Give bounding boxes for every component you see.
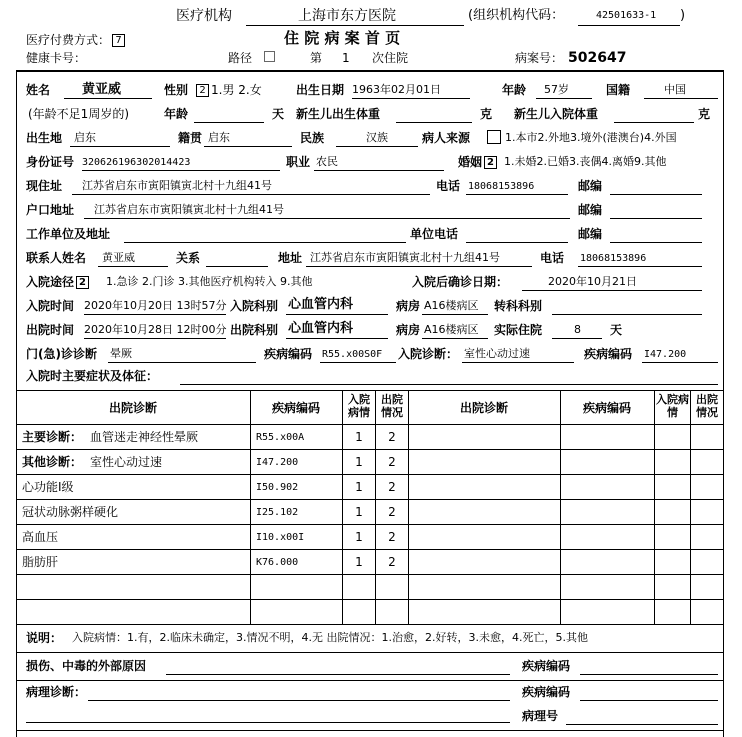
dob-value: 1963年02月01日 <box>352 83 441 96</box>
age-label: 年龄 <box>502 83 527 97</box>
infant-note: (年龄不足1周岁的) <box>28 107 129 121</box>
out-condition: 2 <box>388 455 396 469</box>
in-dept-value: 心血管内科 <box>288 297 354 312</box>
work-label: 工作单位及地址 <box>26 227 111 241</box>
diag-prefix: 其他诊断： <box>22 455 83 469</box>
injury-code-label: 疾病编码 <box>522 659 571 673</box>
diag-name: 心功能Ⅰ级 <box>22 480 74 494</box>
transfer-label: 转科科别 <box>494 299 543 313</box>
name-value: 黄亚威 <box>82 82 122 97</box>
in-condition: 1 <box>355 530 363 544</box>
source-options: 1.本市2.外地3.境外(港澳台)4.外国 <box>505 131 677 144</box>
work-phone-label: 单位电话 <box>410 227 459 241</box>
adm-diag-value: 室性心动过速 <box>464 347 530 360</box>
op-diag-value: 晕厥 <box>110 347 132 360</box>
diag-name: 冠状动脉粥样硬化 <box>22 505 119 519</box>
in-condition: 1 <box>355 480 363 494</box>
out-time-value: 2020年10月28日 12时00分 <box>84 323 227 336</box>
op-code-label: 疾病编码 <box>264 347 313 361</box>
infant-age-label: 年龄 <box>164 107 189 121</box>
gram-label-1: 克 <box>480 107 493 121</box>
out-condition: 2 <box>388 505 396 519</box>
th-out-cond-2: 出院情况 <box>696 393 718 419</box>
pathology-label: 病理诊断： <box>26 685 87 699</box>
diag-code: I50.902 <box>256 482 299 493</box>
pathology-code-label: 疾病编码 <box>522 685 571 699</box>
route-label: 入院途径 2 <box>26 274 91 290</box>
address-label: 现住址 <box>26 179 63 193</box>
case-no: 502647 <box>568 50 627 66</box>
relation-label: 关系 <box>176 251 201 265</box>
th-out-diag-1: 出院诊断 <box>108 401 157 415</box>
stay-value: 8 <box>574 323 581 336</box>
source-label: 病人来源 <box>422 131 471 145</box>
ward-label: 病房 <box>396 299 421 313</box>
in-condition: 1 <box>355 505 363 519</box>
ward2-value: A16楼病区 <box>424 323 479 336</box>
out-dept-value: 心血管内科 <box>288 321 354 336</box>
marital-label: 婚姻 2 <box>458 154 499 170</box>
table-row-line <box>16 474 724 475</box>
contact-value: 黄亚威 <box>102 251 135 264</box>
out-dept-label: 出院科别 <box>230 323 279 337</box>
table-row-line <box>16 549 724 550</box>
contact-label: 联系人姓名 <box>26 251 87 265</box>
sex-field: 2 1.男 2.女 <box>194 82 262 98</box>
ethnicity-value: 汉族 <box>366 131 388 144</box>
org-name: 上海市东方医院 <box>298 8 396 24</box>
adm-diag-label: 入院诊断： <box>398 347 459 361</box>
injury-label: 损伤、中毒的外部原因 <box>26 659 147 673</box>
note-text: 入院病情：1.有，2.临床未确定，3.情况不明，4.无 出院情况：1.治愈，2.好转，3.未愈，4.死亡，5.其他 <box>72 631 588 644</box>
hukou-value: 江苏省启东市寅阳镇寅北村十九组41号 <box>94 203 284 216</box>
native-label: 籍贯 <box>178 131 203 145</box>
diag-code: I47.200 <box>256 457 299 468</box>
in-time-label: 入院时间 <box>26 299 75 313</box>
health-card-label: 健康卡号： <box>26 51 87 65</box>
th-out-diag-2: 出院诊断 <box>459 401 508 415</box>
case-no-label: 病案号： <box>515 51 564 65</box>
infant-day-label: 天 <box>272 107 285 121</box>
visit-number: 1 <box>342 51 350 65</box>
out-condition: 2 <box>388 555 396 569</box>
diag-name: 室性心动过速 <box>90 455 163 469</box>
op-code-value: R55.x00S0F <box>322 349 383 360</box>
out-condition: 2 <box>388 530 396 544</box>
table-row-line <box>16 499 724 500</box>
sex-label: 性别 <box>164 83 189 97</box>
visit-ci: 次住院 <box>372 51 409 65</box>
in-condition: 1 <box>355 430 363 444</box>
stay-label: 实际住院 <box>494 323 543 337</box>
contact-phone-value: 18068153896 <box>580 253 647 264</box>
zip2-label: 邮编 <box>578 203 603 217</box>
diag-code: K76.000 <box>256 557 299 568</box>
th-code-2: 疾病编码 <box>582 401 631 415</box>
table-row-line <box>16 599 724 600</box>
out-condition: 2 <box>388 430 396 444</box>
table-row-line <box>16 424 724 425</box>
org-label: 医疗机构 <box>176 8 232 24</box>
age-value: 57岁 <box>544 83 569 96</box>
ward2-label: 病房 <box>396 323 421 337</box>
ward-value: A16楼病区 <box>424 299 479 312</box>
th-in-cond-2: 入院病情 <box>656 393 689 419</box>
hukou-label: 户口地址 <box>26 203 75 217</box>
occupation-label: 职业 <box>286 155 311 169</box>
table-row-line <box>16 524 724 525</box>
route-options: 1.急诊 2.门诊 3.其他医疗机构转入 9.其他 <box>106 275 313 288</box>
diag-prefix: 主要诊断： <box>22 430 83 444</box>
ethnicity-label: 民族 <box>300 131 325 145</box>
path-label: 路径 <box>228 51 253 65</box>
table-row-line <box>16 574 724 575</box>
diag-code: R55.x00A <box>256 432 305 443</box>
th-code-1: 疾病编码 <box>271 401 320 415</box>
adm-code-label: 疾病编码 <box>584 347 633 361</box>
gram-label-2: 克 <box>698 107 711 121</box>
nationality-label: 国籍 <box>606 83 631 97</box>
birth-weight-label: 新生儿出生体重 <box>296 107 381 121</box>
pathology-no-label: 病理号 <box>522 709 559 723</box>
id-label: 身份证号 <box>26 155 75 169</box>
org-code-label: (组织机构代码： <box>468 8 565 23</box>
dob-label: 出生日期 <box>296 83 345 97</box>
contact-addr-value: 江苏省启东市寅阳镇寅北村十九组41号 <box>310 251 500 264</box>
in-condition: 1 <box>355 455 363 469</box>
note-label: 说明： <box>26 631 63 645</box>
stay-unit: 天 <box>610 323 623 337</box>
path-checkbox[interactable] <box>264 51 275 62</box>
source-checkbox[interactable] <box>487 130 501 144</box>
nationality-value: 中国 <box>664 83 686 96</box>
diag-name: 高血压 <box>22 530 59 544</box>
in-time-value: 2020年10月20日 13时57分 <box>84 299 227 312</box>
visit-di: 第 <box>310 51 323 65</box>
contact-phone-label: 电话 <box>540 251 565 265</box>
marital-options: 1.未婚2.已婚3.丧偶4.离婚9.其他 <box>504 155 667 168</box>
adm-code-value: I47.200 <box>644 349 687 360</box>
zip-label: 邮编 <box>578 179 603 193</box>
in-condition: 1 <box>355 555 363 569</box>
symptom-label: 入院时主要症状及体征： <box>26 369 159 383</box>
org-code-close: ) <box>680 8 686 23</box>
zip3-label: 邮编 <box>578 227 603 241</box>
confirm-label: 入院后确诊日期： <box>412 275 509 289</box>
id-value: 320626196302014423 <box>82 157 191 168</box>
contact-addr-label: 地址 <box>278 251 303 265</box>
in-dept-label: 入院科别 <box>230 299 279 313</box>
org-code: 42501633-1 <box>596 10 657 21</box>
birthplace-label: 出生地 <box>26 131 63 145</box>
out-time-label: 出院时间 <box>26 323 75 337</box>
diag-name: 脂肪肝 <box>22 555 59 569</box>
name-label: 姓名 <box>26 83 51 97</box>
op-diag-label: 门(急)诊诊断 <box>26 347 97 361</box>
native-value: 启东 <box>208 131 230 144</box>
phone-label: 电话 <box>436 179 461 193</box>
pay-label: 医疗付费方式： 7 <box>26 32 127 48</box>
birthplace-value: 启东 <box>74 131 96 144</box>
table-row-line <box>16 449 724 450</box>
admit-weight-label: 新生儿入院体重 <box>514 107 599 121</box>
confirm-value: 2020年10月21日 <box>548 275 637 288</box>
th-out-cond-1: 出院情况 <box>381 393 403 419</box>
phone-value: 18068153896 <box>468 181 535 192</box>
diag-name: 血管迷走神经性晕厥 <box>90 430 199 444</box>
occupation-value: 农民 <box>316 155 338 168</box>
address-value: 江苏省启东市寅阳镇寅北村十九组41号 <box>82 179 272 192</box>
diag-code: I25.102 <box>256 507 299 518</box>
page-title: 住 院 病 案 首 页 <box>284 29 401 47</box>
th-in-cond-1: 入院病情 <box>348 393 370 419</box>
out-condition: 2 <box>388 480 396 494</box>
diag-code: I10.x00I <box>256 532 305 543</box>
